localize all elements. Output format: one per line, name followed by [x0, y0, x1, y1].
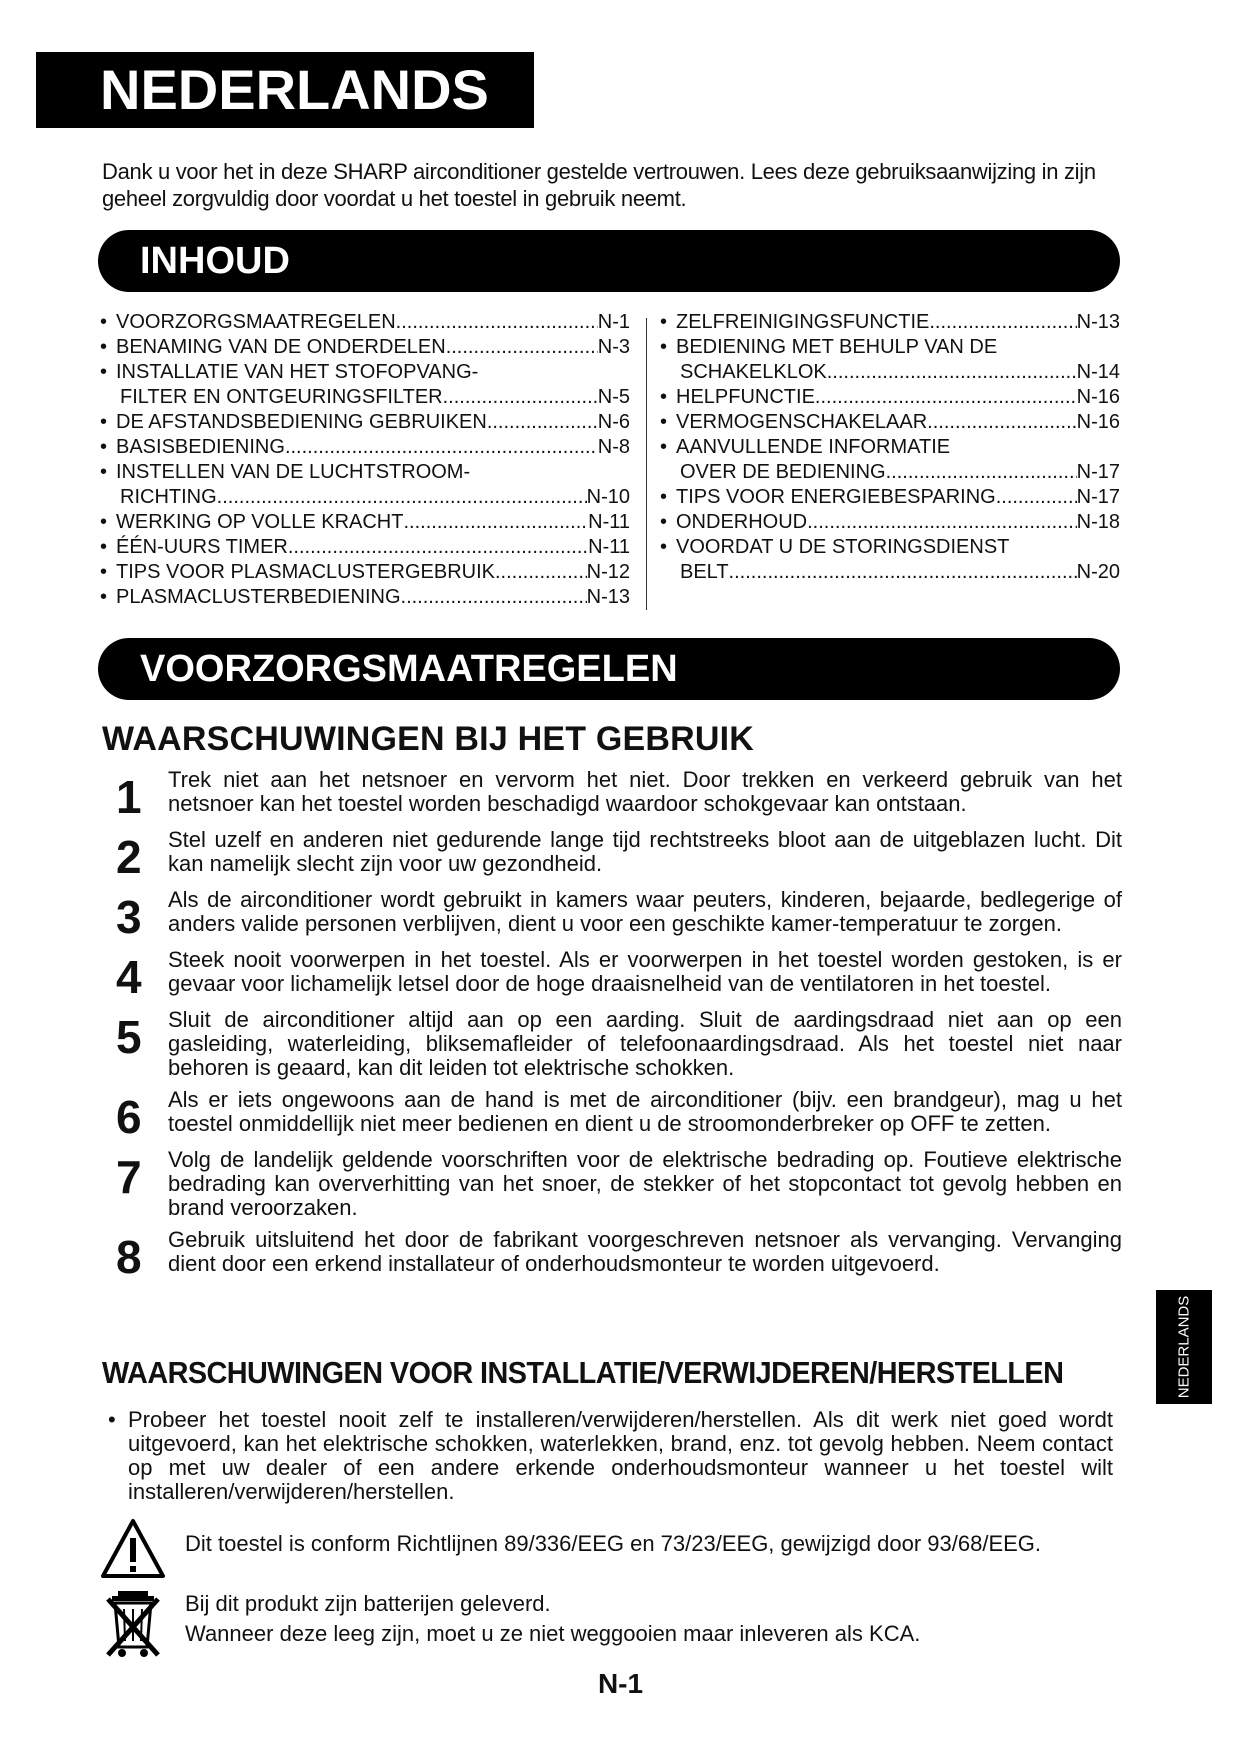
- warning-triangle-icon: [100, 1518, 166, 1580]
- toc-item-page: N-16: [1076, 411, 1120, 433]
- toc-item-label: HELPFUNCTIE: [676, 386, 815, 408]
- toc-bullet: •: [660, 536, 668, 558]
- toc-bullet: •: [100, 511, 108, 533]
- install-warning-body: Probeer het toestel nooit zelf te installeren/verwijderen/herstellen. Als dit werk niet goed wordt uitgevoerd, kan het elektrische schokken, waterlekken, brand, enz. tot gevolg hebben. Neem contact op met uw dealer of een andere erkende onderhoudsmonteur wanneer u het toestel wilt installeren/verwijderen/herstellen.: [128, 1407, 1113, 1504]
- toc-bullet: •: [660, 311, 668, 333]
- toc-item-label: ONDERHOUD: [676, 511, 808, 533]
- toc-item: [660, 510, 1120, 535]
- toc-item-label: VOORDAT U DE STORINGSDIENST: [676, 536, 1010, 558]
- warning-item: [102, 1227, 1122, 1283]
- warning-item: [102, 767, 1122, 823]
- warning-text: Sluit de airconditioner altijd aan op een aarding. Sluit de aardingsdraad niet aan op een gasleiding, waterleiding, bliksemafleider of telefoonaardingsdraad. Als het toestel niet naar behoren is geaard, kan dit leiden tot elektrische schokken.: [168, 1007, 1122, 1080]
- install-warning-text: [108, 1408, 1113, 1504]
- toc-item-label: DE AFSTANDSBEDIENING GEBRUIKEN: [116, 411, 487, 433]
- warning-item: [102, 1148, 1122, 1220]
- toc-bullet: •: [100, 361, 108, 383]
- toc-item: [100, 360, 630, 410]
- conformity-note: Dit toestel is conform Richtlijnen 89/336/EEG en 73/23/EEG, gewijzigd door 93/68/EEG.: [185, 1531, 1042, 1556]
- toc-item-label: BASISBEDIENING: [116, 436, 285, 458]
- warning-item: [102, 1087, 1122, 1143]
- battery-note-1: Bij dit produkt zijn batterijen geleverd.: [185, 1591, 551, 1616]
- toc-item-page: N-11: [588, 511, 630, 533]
- toc-bullet: •: [100, 436, 108, 458]
- warning-number: 2: [116, 831, 142, 883]
- toc-item-label: VERMOGENSCHAKELAAR: [676, 411, 928, 433]
- warning-text: Trek niet aan het netsnoer en vervorm het niet. Door trekken en verkeerd gebruik van het netsnoer kan het toestel worden beschadigd waardoor schokgevaar kan ontstaan.: [168, 767, 1122, 816]
- toc-bullet: •: [100, 336, 108, 358]
- toc-item-page: N-10: [586, 486, 630, 508]
- toc-item: [100, 535, 630, 560]
- install-warnings-heading: WAARSCHUWINGEN VOOR INSTALLATIE/VERWIJDEREN/HERSTELLEN: [102, 1355, 1064, 1390]
- toc-item-page: N-13: [586, 586, 630, 608]
- toc-item: [100, 310, 630, 335]
- toc-item-page: N-5: [597, 386, 630, 408]
- toc-item-label: AANVULLENDE INFORMATIE: [676, 436, 951, 458]
- toc-divider: [646, 318, 647, 610]
- warning-text: Steek nooit voorwerpen in het toestel. Als er voorwerpen in het toestel worden gestoken, is er gevaar voor lichamelijk letsel door de hoge draaisnelheid van de ventilatoren in het toestel.: [168, 947, 1122, 996]
- toc-item-page: N-11: [588, 536, 630, 558]
- toc-bullet: •: [100, 536, 108, 558]
- toc-right-column: [660, 310, 1120, 585]
- warning-text: Volg de landelijk geldende voorschriften voor de elektrische bedrading op. Foutieve elektrische bedrading kan oververhitting van het snoer, de stekker of het stopcontact tot gevolg hebben en brand veroorzaken.: [168, 1147, 1122, 1220]
- toc-item-page: N-20: [1076, 561, 1120, 583]
- toc-bullet: •: [660, 511, 668, 533]
- warning-text: Stel uzelf en anderen niet gedurende lange tijd rechtstreeks bloot aan de uitgeblazen lucht. Dit kan namelijk slecht zijn voor uw gezondheid.: [168, 827, 1122, 876]
- toc-item-label: BELT: [680, 561, 729, 583]
- toc-item-page: N-18: [1076, 511, 1120, 533]
- toc-item: [100, 435, 630, 460]
- toc-item: [100, 585, 630, 610]
- toc-item-label: PLASMACLUSTERBEDIENING: [116, 586, 401, 608]
- toc-bullet: •: [100, 586, 108, 608]
- toc-item-page: N-13: [1076, 311, 1120, 333]
- toc-item-label: VOORZORGSMAATREGELEN: [116, 311, 396, 333]
- toc-bullet: •: [100, 411, 108, 433]
- toc-item-page: N-16: [1076, 386, 1120, 408]
- warning-text: Als er iets ongewoons aan de hand is met de airconditioner (bijv. een brandgeur), mag u het toestel onmiddellijk niet meer bedienen en dient u de stroomonderbreker op OFF te zetten.: [168, 1087, 1122, 1136]
- toc-item: [660, 435, 1120, 485]
- battery-note-2: Wanneer deze leeg zijn, moet u ze niet weggooien maar inleveren als KCA.: [185, 1621, 921, 1646]
- toc-item-label: BEDIENING MET BEHULP VAN DE: [676, 336, 998, 358]
- warning-number: 1: [116, 771, 142, 823]
- toc-item: [660, 310, 1120, 335]
- toc-item-page: N-6: [597, 411, 630, 433]
- toc-left-column: [100, 310, 630, 610]
- language-side-tab: [1156, 1290, 1212, 1404]
- toc-item-label: INSTELLEN VAN DE LUCHTSTROOM-: [116, 461, 471, 483]
- warning-number: 5: [116, 1011, 142, 1063]
- toc-item: [660, 335, 1120, 385]
- warning-text: Gebruik uitsluitend het door de fabrikant voorgeschreven netsnoer als vervanging. Vervanging dient door een erkend installateur of onderhoudsmonteur te worden uitgevoerd.: [168, 1227, 1122, 1276]
- toc-bullet: •: [100, 311, 108, 333]
- warning-number: 6: [116, 1091, 142, 1143]
- toc-item-label: TIPS VOOR ENERGIEBESPARING: [676, 486, 996, 508]
- toc-bullet: •: [660, 486, 668, 508]
- toc-bullet: •: [660, 411, 668, 433]
- toc-item-label: ÉÉN-UURS TIMER: [116, 536, 288, 558]
- warning-item: [102, 827, 1122, 883]
- toc-item: [660, 385, 1120, 410]
- toc-item: [100, 410, 630, 435]
- toc-bullet: •: [100, 561, 108, 583]
- toc-item: [660, 485, 1120, 510]
- side-tab-label: NEDERLANDS: [1175, 1295, 1193, 1399]
- toc-item: [100, 335, 630, 360]
- toc-item: [100, 560, 630, 585]
- toc-item-label: BENAMING VAN DE ONDERDELEN: [116, 336, 446, 358]
- toc-item-page: N-3: [597, 336, 630, 358]
- toc-item-label: SCHAKELKLOK: [680, 361, 827, 383]
- warning-item: [102, 947, 1122, 1003]
- toc-item: [660, 410, 1120, 435]
- toc-item-label: INSTALLATIE VAN HET STOFOPVANG-: [116, 361, 479, 383]
- install-bullet: •: [108, 1407, 116, 1432]
- warning-number: 4: [116, 951, 142, 1003]
- toc-item: [100, 460, 630, 510]
- toc-item-page: N-17: [1076, 486, 1120, 508]
- page-title: NEDERLANDS: [36, 52, 534, 128]
- toc-item-page: N-17: [1076, 461, 1120, 483]
- warning-number: 3: [116, 891, 142, 943]
- warning-text: Als de airconditioner wordt gebruikt in kamers waar peuters, kinderen, bejaarde, bedlegerige of anders valide personen verblijven, dient u voor een geschikte kamer-temperatuur te zorgen.: [168, 887, 1122, 936]
- toc-item-label: OVER DE BEDIENING: [680, 461, 886, 483]
- page-number: N-1: [597, 1668, 644, 1699]
- toc-item-label: ZELFREINIGINGSFUNCTIE: [676, 311, 930, 333]
- toc-item: [100, 510, 630, 535]
- warnings-list: [102, 768, 1122, 1288]
- toc-item-label: WERKING OP VOLLE KRACHT: [116, 511, 404, 533]
- toc-item-page: N-1: [597, 311, 630, 333]
- intro-text: Dank u voor het in deze SHARP airconditioner gestelde vertrouwen. Lees deze gebruiksaanwijzing in zijn geheel zorgvuldig door voordat u het toestel in gebruik neemt.: [102, 159, 1096, 211]
- crossed-out-bin-icon: [104, 1585, 162, 1661]
- warning-number: 8: [116, 1231, 142, 1283]
- precautions-heading: VOORZORGSMAATREGELEN: [98, 638, 1120, 700]
- warning-item: [102, 887, 1122, 943]
- toc-item-label: TIPS VOOR PLASMACLUSTERGEBRUIK: [116, 561, 495, 583]
- usage-warnings-heading: WAARSCHUWINGEN BIJ HET GEBRUIK: [102, 720, 755, 758]
- toc-item: [660, 535, 1120, 585]
- warning-number: 7: [116, 1151, 142, 1203]
- warning-item: [102, 1008, 1122, 1080]
- toc-bullet: •: [660, 386, 668, 408]
- toc-item-label: FILTER EN ONTGEURINGSFILTER: [120, 386, 443, 408]
- toc-bullet: •: [660, 336, 668, 358]
- toc-bullet: •: [100, 461, 108, 483]
- toc-item-page: N-8: [597, 436, 630, 458]
- toc-bullet: •: [660, 436, 668, 458]
- toc-item-label: RICHTING: [120, 486, 217, 508]
- toc-item-page: N-14: [1076, 361, 1120, 383]
- toc-item-page: N-12: [586, 561, 630, 583]
- toc-heading: INHOUD: [98, 230, 1120, 292]
